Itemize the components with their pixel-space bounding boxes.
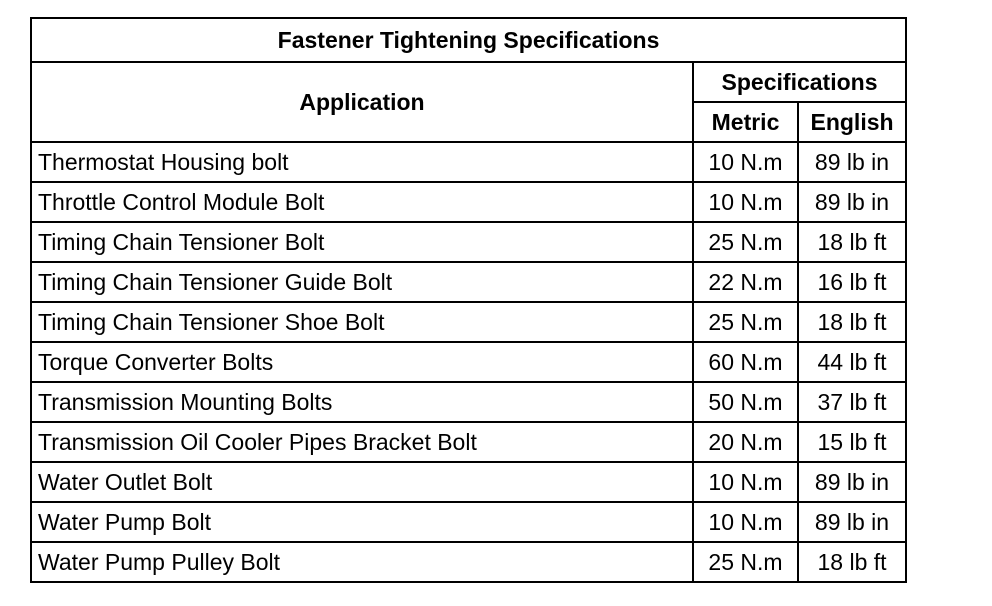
metric-cell: 10 N.m [693, 182, 798, 222]
metric-cell: 60 N.m [693, 342, 798, 382]
metric-cell: 50 N.m [693, 382, 798, 422]
english-cell: 18 lb ft [798, 302, 906, 342]
metric-cell: 10 N.m [693, 462, 798, 502]
specifications-header: Specifications [693, 62, 906, 102]
application-header: Application [31, 62, 693, 142]
table-row [31, 382, 906, 422]
metric-cell: 22 N.m [693, 262, 798, 302]
metric-cell: 10 N.m [693, 142, 798, 182]
metric-cell: 25 N.m [693, 302, 798, 342]
title-row [31, 18, 906, 62]
english-cell: 89 lb in [798, 142, 906, 182]
application-cell: Water Outlet Bolt [31, 462, 693, 502]
metric-cell: 10 N.m [693, 502, 798, 542]
english-header: English [798, 102, 906, 142]
english-cell: 37 lb ft [798, 382, 906, 422]
english-cell: 18 lb ft [798, 542, 906, 582]
english-cell: 15 lb ft [798, 422, 906, 462]
table-row [31, 422, 906, 462]
application-cell: Transmission Mounting Bolts [31, 382, 693, 422]
english-cell: 89 lb in [798, 462, 906, 502]
table-row [31, 502, 906, 542]
table-title: Fastener Tightening Specifications [31, 18, 906, 62]
english-cell: 16 lb ft [798, 262, 906, 302]
english-cell: 44 lb ft [798, 342, 906, 382]
table-row [31, 142, 906, 182]
application-cell: Timing Chain Tensioner Guide Bolt [31, 262, 693, 302]
fastener-spec-table [30, 17, 907, 583]
table-row [31, 542, 906, 582]
application-cell: Throttle Control Module Bolt [31, 182, 693, 222]
english-cell: 89 lb in [798, 502, 906, 542]
application-cell: Timing Chain Tensioner Shoe Bolt [31, 302, 693, 342]
table-row [31, 462, 906, 502]
application-cell: Water Pump Bolt [31, 502, 693, 542]
application-cell: Thermostat Housing bolt [31, 142, 693, 182]
application-cell: Water Pump Pulley Bolt [31, 542, 693, 582]
application-cell: Transmission Oil Cooler Pipes Bracket Bolt [31, 422, 693, 462]
metric-cell: 20 N.m [693, 422, 798, 462]
spec-table-body [31, 18, 906, 582]
header-row-top [31, 62, 906, 102]
table-row [31, 182, 906, 222]
english-cell: 18 lb ft [798, 222, 906, 262]
table-row [31, 302, 906, 342]
table-row [31, 342, 906, 382]
english-cell: 89 lb in [798, 182, 906, 222]
application-cell: Torque Converter Bolts [31, 342, 693, 382]
table-row [31, 262, 906, 302]
table-row [31, 222, 906, 262]
metric-cell: 25 N.m [693, 542, 798, 582]
application-cell: Timing Chain Tensioner Bolt [31, 222, 693, 262]
metric-cell: 25 N.m [693, 222, 798, 262]
metric-header: Metric [693, 102, 798, 142]
